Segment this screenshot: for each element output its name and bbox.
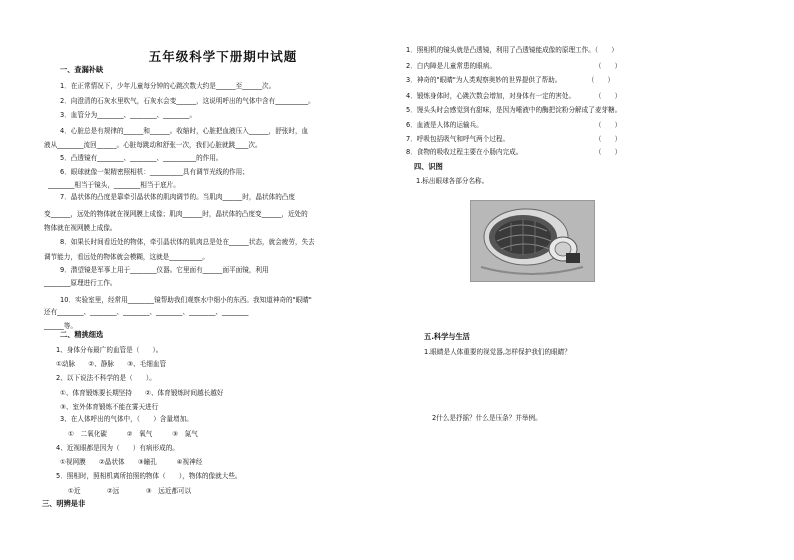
question-line: 5．馒头头时会感觉到有甜味，是因为唾液中的酶把淀粉分解成了麦芽糖。: [406, 106, 622, 114]
question-line: ① 二氧化碳 ② 氧气 ③ 氮气: [68, 430, 198, 438]
question-line: 1．照相机的镜头就是凸透镜，利用了凸透镜能成像的原理工作。（ ）: [406, 46, 618, 54]
question-line: ①、体育锻炼要长期坚持 ②、体育锻炼时间越长越好: [60, 389, 224, 397]
page-title: 五年级科学下册期中试题: [148, 49, 298, 64]
question-line: 3、在人体呼出的气体中，（ ）含量增加。: [60, 415, 193, 423]
question-line: ________相当于镜头，________相当于底片。: [48, 181, 180, 189]
question-line: 2．向澄清的石灰水里吹气，石灰水会变______，这说明呼出的气体中含有__________。: [60, 97, 315, 105]
question-line: ①视网膜 ②晶状体 ③瞳孔 ④视神经: [60, 458, 203, 466]
section-heading: 五.科学与生活: [424, 332, 470, 341]
question-line: 1．在正常情况下，少年儿童每分钟的心跳次数大约是______至______次。: [60, 82, 276, 90]
question-line: 调节能力，看远处的物体就会模糊，这就是__________。: [44, 253, 209, 261]
section-heading: 四、识图: [414, 162, 443, 171]
question-line: 变______，远处的物体就在视网膜上成像；肌肉______时，晶状体的凸度变______，近处的: [44, 210, 308, 218]
question-line: 液从________流回______。心脏每跳动和舒张一次，我们心脏就跳____次。: [44, 141, 262, 149]
question-line: 7．晶状体的凸度是靠牵引晶状体的肌肉调节的。当肌肉______时，晶状体的凸度: [60, 193, 295, 201]
question-line: 3．血管分为________、________、________。: [60, 111, 197, 119]
section-heading: 一、查漏补缺: [60, 65, 104, 74]
question-line: ______等。: [44, 322, 77, 330]
question-line: ①近 ②远 ③ 远近都可以: [68, 487, 192, 495]
question-line: 3．神奇的"眼睛"为人类观察奥妙的世界提供了帮助。 （ ）: [406, 76, 615, 84]
question-line: 6．血液是人体的运输兵。 （ ）: [406, 121, 622, 129]
question-line: 6．眼球就像一架精密照相机：__________具有调节光线的作用；: [60, 168, 249, 176]
question-line: 物体就在视网膜上成像。: [44, 224, 117, 232]
question-line: 1.标出眼球各部分名称。: [416, 177, 489, 185]
question-line: 8．食物的吸收过程主要在小肠内完成。 （ ）: [406, 148, 622, 156]
question-line: 2．白内障是儿童常患的眼病。 （ ）: [406, 62, 622, 70]
question-line: 5．凸透镜有________、________、__________的作用。: [60, 154, 223, 162]
question-line: 1.眼睛是人体重要的视觉器,怎样保护我们的眼睛？: [424, 348, 571, 356]
question-line: 2什么是抒摇？什么是压条？并举例。: [432, 414, 542, 422]
question-line: ________原理进行工作。: [44, 279, 117, 287]
question-line: ①动脉 ②、静脉 ③、毛细血管: [56, 360, 167, 368]
section-heading: 三、明辨是非: [42, 499, 86, 508]
question-line: 4．心脏总是有规律的______和______。收缩时，心脏把血液压入______，舒张时，血: [60, 127, 309, 135]
question-line: 5．照相时，照相机离所拍照的物体（ ），物体的像就大些。: [56, 472, 242, 480]
question-line: 2、以下说法不科学的是（ ）。: [56, 374, 156, 382]
question-line: 10．实验室里，经常用________镜帮助我们观察水中细小的东西。我知道神奇的"眼睛": [60, 296, 312, 304]
question-line: 4．锻炼身体时，心跳次数会增加，对身体有一定的害处。 （ ）: [406, 92, 622, 100]
question-line: 8．如果长时间看近处的物体，牵引晶状体的肌肉总是处在______状态，就会疲劳，失去: [60, 238, 315, 246]
question-line: 7．呼吸包括吸气和呼气两个过程。 （ ）: [406, 135, 622, 143]
section-heading: 二、精挑细选: [60, 330, 104, 339]
question-line: ③、室外体育锻炼不能在雾天进行: [60, 403, 159, 411]
eyeball-model-image: [470, 200, 595, 282]
question-line: 4、近视眼都是因为（ ）有病形成的。: [56, 444, 179, 452]
question-line: 1、身体分布最广的血管是（ ）。: [56, 346, 163, 354]
question-line: 还有________、________、________、________、________、________: [44, 308, 249, 316]
question-line: 9．潜望镜是军事上用于________仪器。它里面有______面平面镜，利用: [60, 266, 269, 274]
